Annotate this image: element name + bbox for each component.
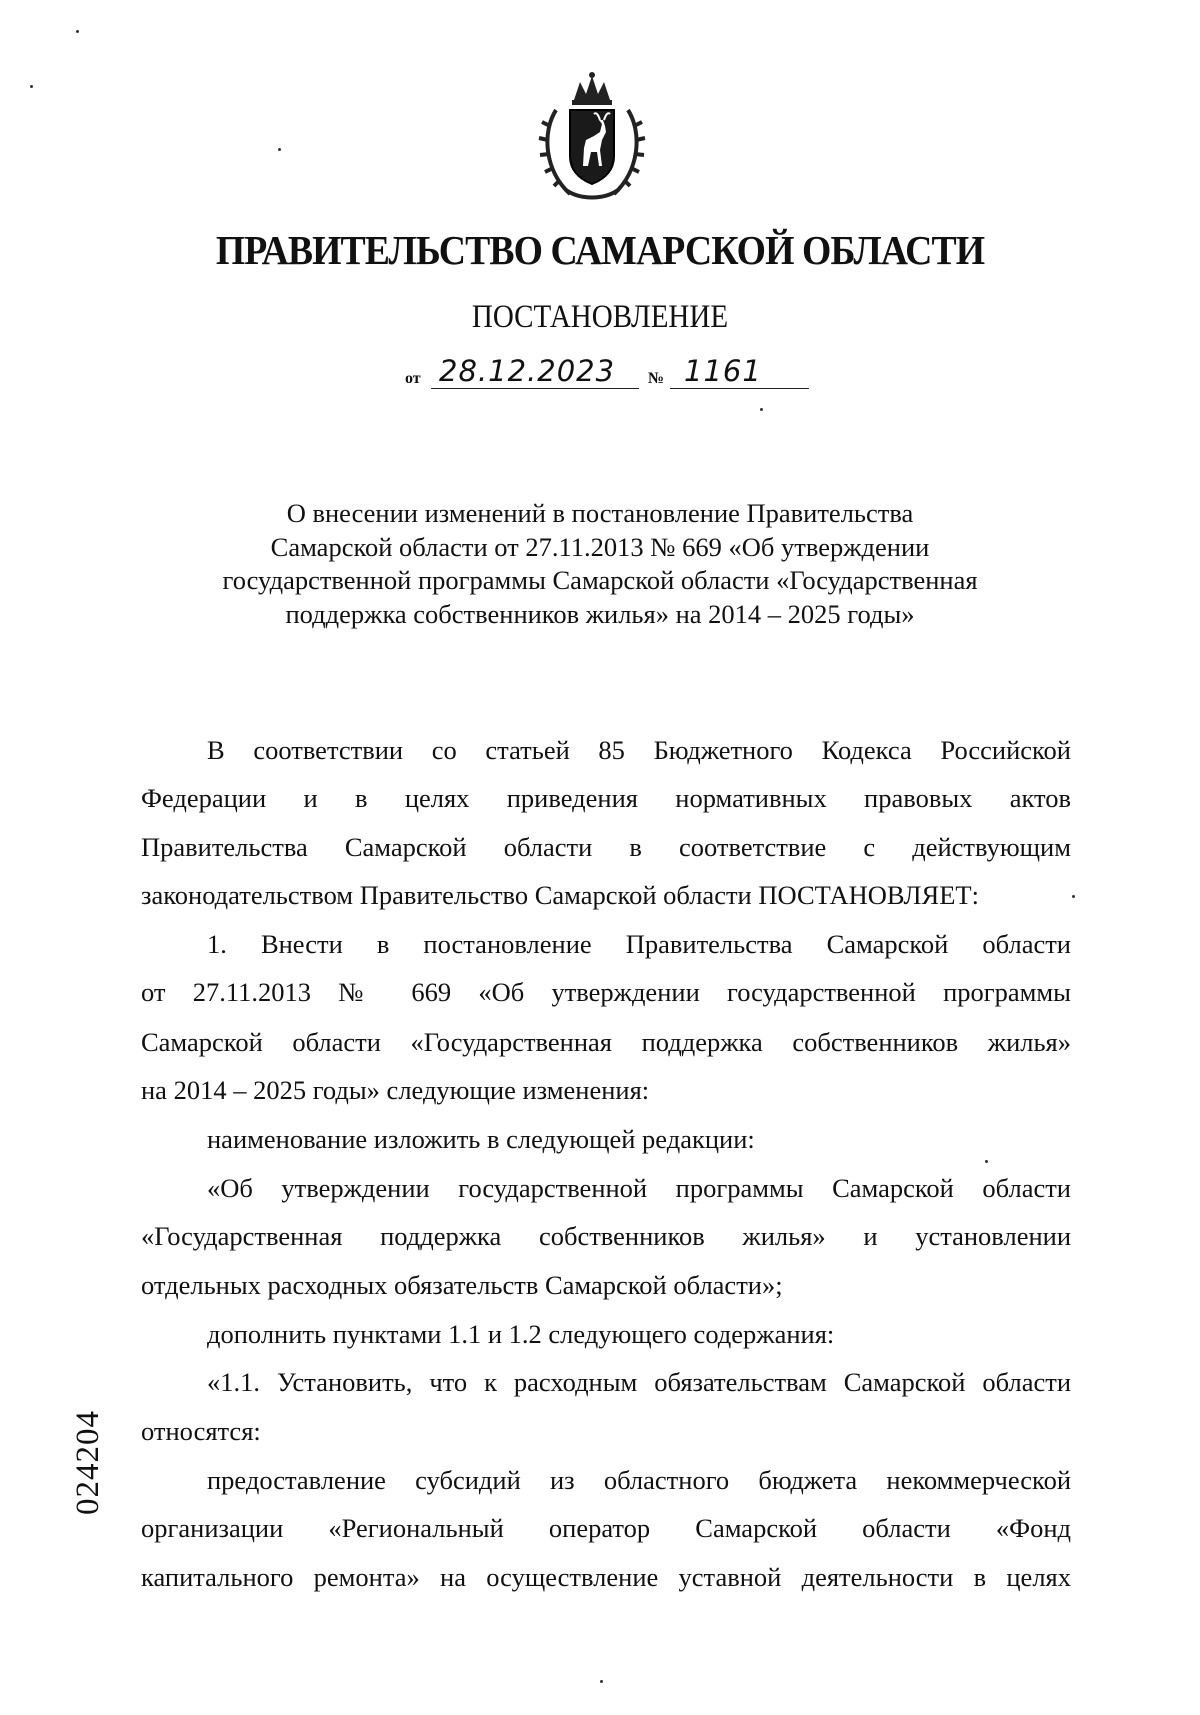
- number-prefix: №: [648, 370, 665, 387]
- subject-line: государственной программы Самарской области «Государственная: [222, 565, 978, 595]
- government-title: ПРАВИТЕЛЬСТВО САМАРСКОЙ ОБЛАСТИ: [215, 227, 985, 273]
- body-line: от 27.11.2013 № 669 «Об утверждении государственной программы: [141, 977, 1071, 1007]
- scan-speck: [76, 30, 79, 33]
- body-line: дополнить пунктами 1.1 и 1.2 следующего содержания:: [207, 1319, 835, 1349]
- subject-line: О внесении изменений в постановление Правительства: [286, 498, 914, 528]
- scan-speck: [278, 148, 281, 151]
- side-serial-number: 024204: [70, 1410, 106, 1515]
- body-line: «Об утверждении государственной программы Самарской области: [207, 1173, 1071, 1203]
- body-line: на 2014 – 2025 годы» следующие изменения:: [141, 1075, 650, 1105]
- body-line: законодательством Правительство Самарской области ПОСТАНОВЛЯЕТ:: [141, 880, 979, 910]
- scan-speck: [1072, 895, 1075, 898]
- scan-speck: [30, 85, 33, 88]
- body-line: отдельных расходных обязательств Самарской области»;: [141, 1270, 783, 1300]
- scan-speck: [760, 408, 763, 411]
- body-line: относятся:: [141, 1416, 261, 1446]
- scan-speck: [600, 1680, 603, 1683]
- body-line: В соответствии со статьей 85 Бюджетного Кодекса Российской: [207, 735, 1071, 765]
- body-line: предоставление субсидий из областного бюджета некоммерческой: [207, 1465, 1071, 1495]
- body-line: «Государственная поддержка собственников жилья» и установлении: [141, 1221, 1071, 1251]
- scan-speck: [985, 1160, 988, 1163]
- body-line: Федерации и в целях приведения нормативных правовых актов: [141, 783, 1071, 813]
- document-kind: ПОСТАНОВЛЕНИЕ: [471, 299, 729, 335]
- subject-line: поддержка собственников жилья» на 2014 – 2025 годы»: [285, 598, 915, 629]
- body-line: Правительства Самарской области в соответствие с действующим: [141, 832, 1071, 862]
- body-line: Самарской области «Государственная поддержка собственников жилья»: [141, 1027, 1071, 1057]
- handwritten-number: 1161: [670, 354, 809, 389]
- document-subject: [140, 497, 1060, 631]
- subject-line: Самарской области от 27.11.2013 № 669 «Об утверждении: [270, 531, 930, 562]
- body-line: капитального ремонта» на осуществление уставной деятельности в целях: [141, 1562, 1071, 1592]
- body-line: организации «Региональный оператор Самарской области «Фонд: [141, 1513, 1071, 1543]
- samara-coat-of-arms-icon: [536, 70, 648, 206]
- body-line: «1.1. Установить, что к расходным обязательствам Самарской области: [207, 1367, 1071, 1397]
- date-prefix: от: [405, 370, 421, 387]
- body-line: 1. Внести в постановление Правительства Самарской области: [207, 929, 1071, 959]
- handwritten-date: 28.12.2023: [431, 354, 639, 389]
- registration-line: [405, 352, 805, 392]
- body-line: наименование изложить в следующей редакции:: [207, 1124, 755, 1154]
